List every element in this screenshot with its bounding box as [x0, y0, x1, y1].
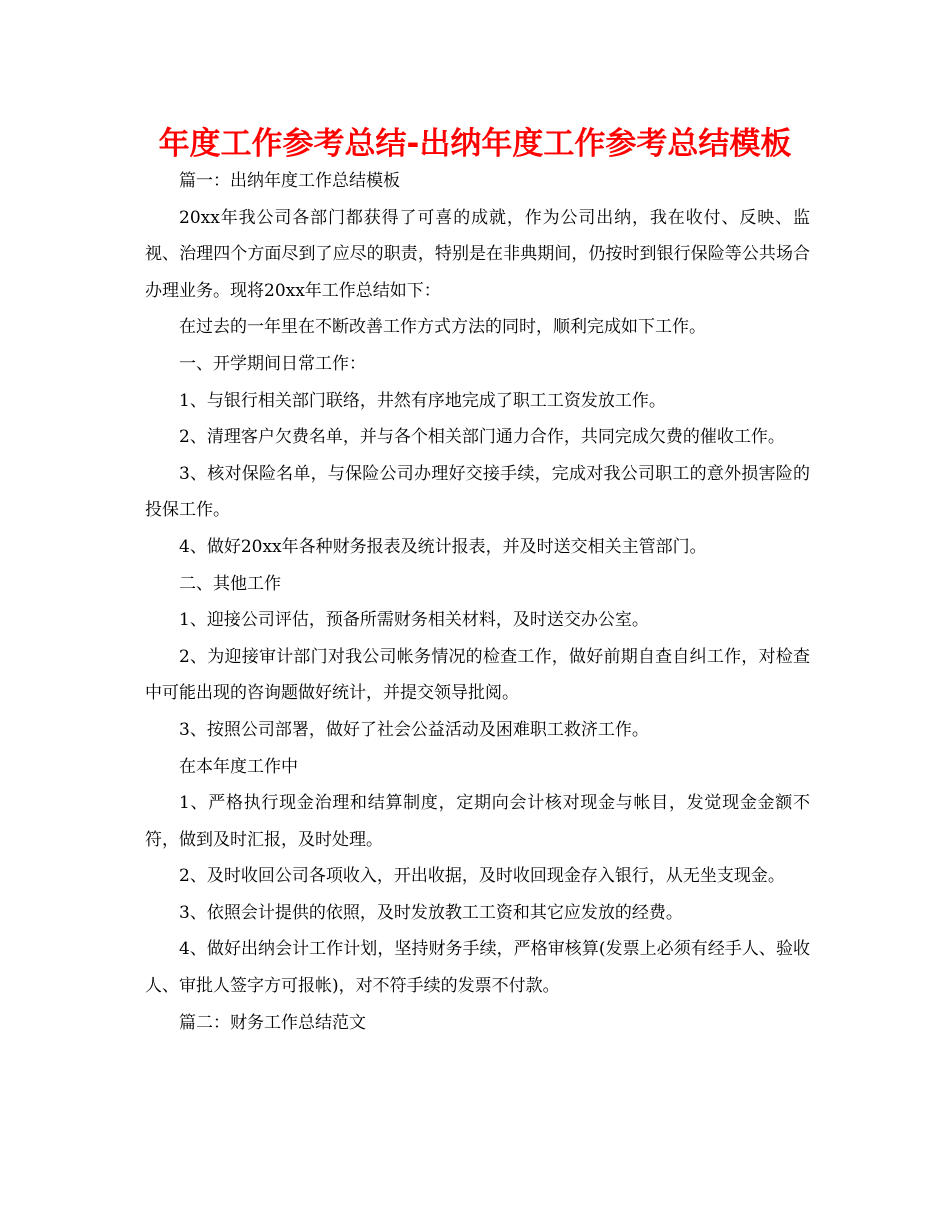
document-body	[145, 163, 810, 1041]
paragraph-other-item-3: 3、按照公司部署，做好了社会公益活动及困难职工救济工作。	[179, 719, 649, 740]
paragraph-subheading-daily-work: 一、开学期间日常工作：	[179, 353, 366, 374]
paragraph-other-item-2: 2、为迎接审计部门对我公司帐务情况的检查工作，做好前期自查自纠工作，对检查中可能出现的咨询题做好统计，并提交领导批阅。	[145, 646, 810, 704]
paragraph-daily-item-2: 2、清理客户欠费名单，并与各个相关部门通力合作，共同完成欠费的催收工作。	[179, 427, 785, 448]
paragraph-subheading-this-year: 在本年度工作中	[179, 756, 298, 777]
paragraph-intro: 20xx年我公司各部门都获得了可喜的成就，作为公司出纳，我在收付、反映、监视、治理四个方面尽到了应尽的职责，特别是在非典期间，仍按时到银行保险等公共场合办理业务。现将20xx年工作总结如下：	[145, 207, 810, 301]
paragraph-overview: 在过去的一年里在不断改善工作方式方法的同时，顺利完成如下工作。	[179, 317, 706, 338]
paragraph-year-item-1: 1、严格执行现金治理和结算制度，定期向会计核对现金与帐目，发觉现金金额不符，做到及时汇报，及时处理。	[145, 793, 810, 850]
paragraph-other-item-1: 1、迎接公司评估，预备所需财务相关材料，及时送交办公室。	[179, 610, 649, 631]
paragraph-section-2-heading: 篇二：财务工作总结范文	[179, 1012, 366, 1033]
paragraph-year-item-3: 3、依照会计提供的依照，及时发放教工工资和其它应发放的经费。	[179, 902, 683, 923]
paragraph-section-1-heading: 篇一：出纳年度工作总结模板	[179, 171, 400, 191]
paragraph-daily-item-3: 3、核对保险名单，与保险公司办理好交接手续，完成对我公司职工的意外损害险的投保工作。	[145, 463, 810, 521]
paragraph-year-item-4: 4、做好出纳会计工作计划，坚持财务手续，严格审核算(发票上必须有经手人、验收人、审批人签字方可报帐)，对不符手续的发票不付款。	[145, 939, 810, 997]
paragraph-subheading-other-work: 二、其他工作	[179, 573, 281, 594]
document-title: 年度工作参考总结-出纳年度工作参考总结模板	[158, 126, 792, 162]
paragraph-year-item-2: 2、及时收回公司各项收入，开出收据，及时收回现金存入银行，从无坐支现金。	[179, 866, 785, 887]
paragraph-daily-item-1: 1、与银行相关部门联络，井然有序地完成了职工工资发放工作。	[179, 390, 666, 411]
paragraph-daily-item-4: 4、做好20xx年各种财务报表及统计报表，并及时送交相关主管部门。	[179, 536, 707, 557]
